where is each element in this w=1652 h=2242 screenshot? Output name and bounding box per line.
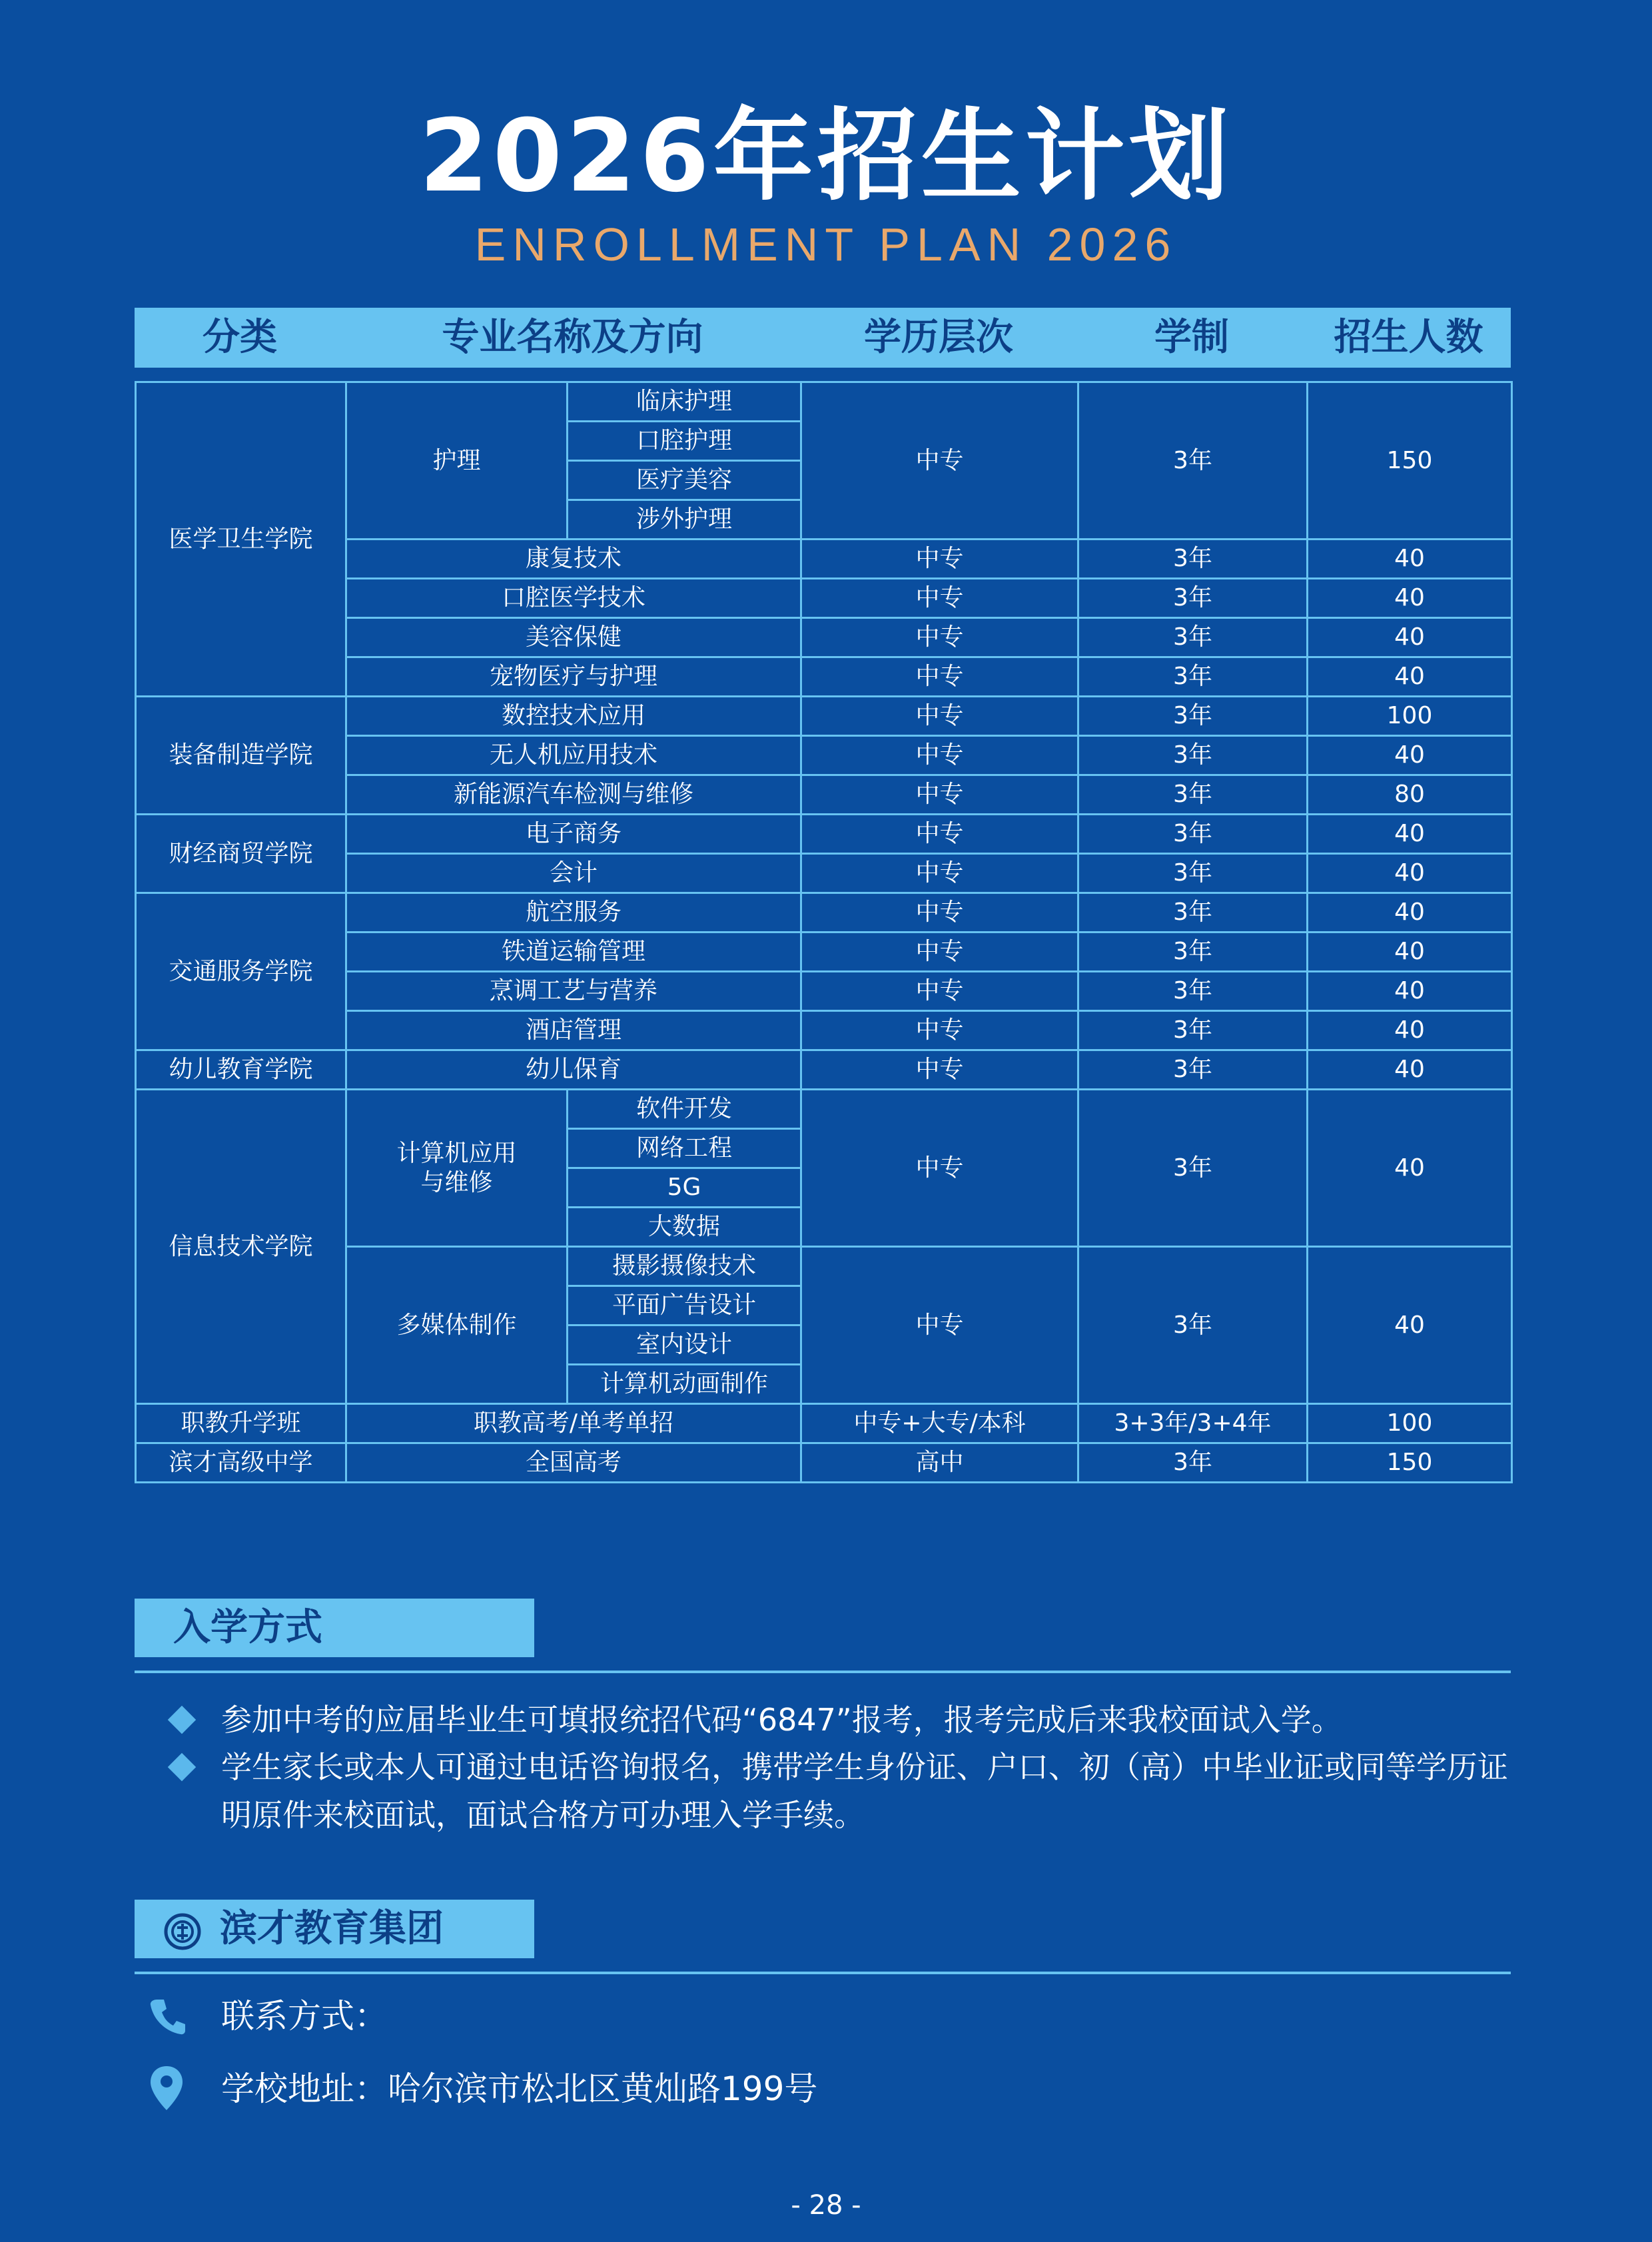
college-cell: 幼儿教育学院 <box>136 1050 346 1090</box>
level-cell: 中专 <box>801 736 1078 775</box>
direction-cell: 软件开发 <box>568 1090 801 1129</box>
level-cell: 中专 <box>801 618 1078 657</box>
years-cell: 3年 <box>1078 697 1308 736</box>
header-major: 专业名称及方向 <box>442 316 703 359</box>
major-group-line: 计算机应用 <box>396 1139 517 1167</box>
level-cell: 中专 <box>801 815 1078 854</box>
level-cell: 中专 <box>801 972 1078 1011</box>
years-cell: 3年 <box>1078 1050 1308 1090</box>
level-cell: 高中 <box>801 1443 1078 1483</box>
direction-cell: 平面广告设计 <box>568 1286 801 1325</box>
bullet-diamond-icon <box>168 1753 196 1781</box>
major-cell: 数控技术应用 <box>346 697 801 736</box>
years-cell: 3年 <box>1078 382 1308 540</box>
count-cell: 40 <box>1308 1011 1512 1050</box>
direction-cell: 涉外护理 <box>568 500 801 540</box>
table-row <box>136 1050 1512 1090</box>
major-cell: 航空服务 <box>346 893 801 933</box>
major-cell: 新能源汽车检测与维修 <box>346 775 801 815</box>
level-cell: 中专 <box>801 775 1078 815</box>
college-cell: 医学卫生学院 <box>136 382 346 697</box>
level-cell: 中专 <box>801 540 1078 579</box>
major-cell: 宠物医疗与护理 <box>346 657 801 697</box>
table-row <box>136 697 1512 736</box>
level-cell: 中专 <box>801 697 1078 736</box>
count-cell: 80 <box>1308 775 1512 815</box>
major-cell: 全国高考 <box>346 1443 801 1483</box>
major-cell: 烹调工艺与营养 <box>346 972 801 1011</box>
college-cell: 交通服务学院 <box>136 893 346 1050</box>
years-cell: 3年 <box>1078 657 1308 697</box>
table-header <box>135 308 1511 368</box>
table-row <box>136 1443 1512 1483</box>
major-cell: 铁道运输管理 <box>346 933 801 972</box>
count-cell: 40 <box>1308 854 1512 893</box>
contact-label: 联系方式： <box>221 1997 388 2036</box>
years-cell: 3年 <box>1078 815 1308 854</box>
major-cell: 电子商务 <box>346 815 801 854</box>
count-cell: 150 <box>1308 1443 1512 1483</box>
page-number: - 28 - <box>791 2190 861 2221</box>
years-cell: 3年 <box>1078 854 1308 893</box>
admission-item: 参加中考的应届毕业生可填报统招代码“6847”报考，报考完成后来我校面试入学。 <box>221 1702 1342 1738</box>
group-heading-text: 滨才教育集团 <box>220 1907 444 1950</box>
direction-cell: 大数据 <box>568 1208 801 1247</box>
major-cell: 口腔医学技术 <box>346 579 801 618</box>
college-cell: 信息技术学院 <box>136 1090 346 1404</box>
level-cell: 中专 <box>801 1011 1078 1050</box>
header-category: 分类 <box>203 316 277 359</box>
direction-cell: 临床护理 <box>568 382 801 422</box>
major-cell: 康复技术 <box>346 540 801 579</box>
major-group-line: 与维修 <box>420 1168 493 1196</box>
level-cell: 中专 <box>801 933 1078 972</box>
table-row <box>136 1404 1512 1443</box>
bincai-logo-icon <box>164 1909 201 1946</box>
table-row <box>136 893 1512 933</box>
major-cell: 幼儿保育 <box>346 1050 801 1090</box>
years-cell: 3年 <box>1078 1090 1308 1247</box>
count-cell: 40 <box>1308 618 1512 657</box>
count-cell: 100 <box>1308 1404 1512 1443</box>
years-cell: 3年 <box>1078 618 1308 657</box>
admission-divider <box>135 1671 1511 1673</box>
level-cell: 中专 <box>801 1090 1078 1247</box>
years-cell: 3年 <box>1078 972 1308 1011</box>
admission-heading <box>135 1599 534 1657</box>
count-cell: 100 <box>1308 697 1512 736</box>
phone-icon <box>148 1997 188 2037</box>
level-cell: 中专 <box>801 657 1078 697</box>
header-count: 招生人数 <box>1334 316 1483 359</box>
years-cell: 3+3年/3+4年 <box>1078 1404 1308 1443</box>
direction-cell: 摄影摄像技术 <box>568 1247 801 1286</box>
count-cell: 40 <box>1308 657 1512 697</box>
major-cell: 美容保健 <box>346 618 801 657</box>
group-divider <box>135 1972 1511 1974</box>
years-cell: 3年 <box>1078 933 1308 972</box>
count-cell: 40 <box>1308 736 1512 775</box>
years-cell: 3年 <box>1078 775 1308 815</box>
years-cell: 3年 <box>1078 1247 1308 1404</box>
years-cell: 3年 <box>1078 540 1308 579</box>
header-level: 学历层次 <box>864 316 1013 359</box>
count-cell: 40 <box>1308 540 1512 579</box>
count-cell: 40 <box>1308 815 1512 854</box>
school-address: 学校地址：哈尔滨市松北区黄灿路199号 <box>221 2069 818 2108</box>
table-row <box>136 382 1512 422</box>
years-cell: 3年 <box>1078 579 1308 618</box>
header-years: 学制 <box>1154 316 1229 359</box>
count-cell: 40 <box>1308 893 1512 933</box>
major-group-cell: 护理 <box>346 382 568 540</box>
level-cell: 中专 <box>801 1247 1078 1404</box>
years-cell: 3年 <box>1078 893 1308 933</box>
table-row <box>136 815 1512 854</box>
page-subtitle: ENROLLMENT PLAN 2026 <box>474 218 1178 270</box>
years-cell: 3年 <box>1078 1443 1308 1483</box>
major-cell: 酒店管理 <box>346 1011 801 1050</box>
count-cell: 40 <box>1308 1050 1512 1090</box>
college-cell: 装备制造学院 <box>136 697 346 815</box>
count-cell: 150 <box>1308 382 1512 540</box>
level-cell: 中专 <box>801 382 1078 540</box>
count-cell: 40 <box>1308 1090 1512 1247</box>
direction-cell: 室内设计 <box>568 1325 801 1365</box>
direction-cell: 医疗美容 <box>568 461 801 500</box>
college-cell: 财经商贸学院 <box>136 815 346 893</box>
years-cell: 3年 <box>1078 1011 1308 1050</box>
level-cell: 中专 <box>801 579 1078 618</box>
major-cell: 职教高考/单考单招 <box>346 1404 801 1443</box>
major-group-cell <box>346 1090 568 1247</box>
years-cell: 3年 <box>1078 736 1308 775</box>
college-cell: 滨才高级中学 <box>136 1443 346 1483</box>
level-cell: 中专 <box>801 1050 1078 1090</box>
direction-cell: 计算机动画制作 <box>568 1365 801 1404</box>
admission-item: 学生家长或本人可通过电话咨询报名，携带学生身份证、户口、初（高）中毕业证或同等学历证明原件来校面试，面试合格方可办理入学手续。 <box>221 1749 1508 1833</box>
level-cell: 中专+大专/本科 <box>801 1404 1078 1443</box>
admission-heading-text: 入学方式 <box>173 1606 322 1649</box>
page-title: 2026年招生计划 <box>419 99 1233 214</box>
location-pin-icon <box>149 2065 184 2111</box>
major-cell: 无人机应用技术 <box>346 736 801 775</box>
major-cell: 会计 <box>346 854 801 893</box>
count-cell: 40 <box>1308 1247 1512 1404</box>
level-cell: 中专 <box>801 854 1078 893</box>
college-cell: 职教升学班 <box>136 1404 346 1443</box>
direction-cell: 5G <box>568 1168 801 1208</box>
group-heading <box>135 1900 534 1958</box>
count-cell: 40 <box>1308 579 1512 618</box>
table-row <box>136 1090 1512 1129</box>
count-cell: 40 <box>1308 933 1512 972</box>
level-cell: 中专 <box>801 893 1078 933</box>
direction-cell: 口腔护理 <box>568 422 801 461</box>
enrollment-table <box>135 381 1513 1483</box>
count-cell: 40 <box>1308 972 1512 1011</box>
direction-cell: 网络工程 <box>568 1129 801 1168</box>
major-group-cell: 多媒体制作 <box>346 1247 568 1404</box>
bullet-diamond-icon <box>168 1706 196 1734</box>
